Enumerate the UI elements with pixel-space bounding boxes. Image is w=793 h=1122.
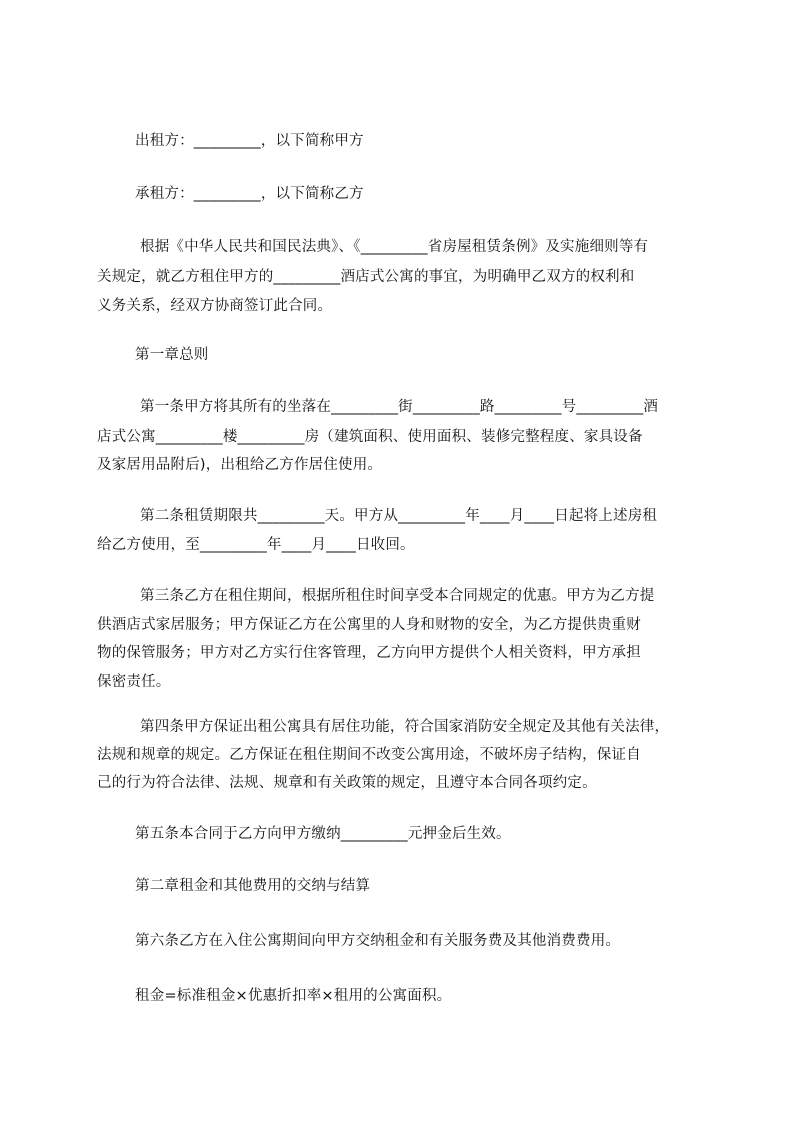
article4-line-3: 己的行为符合法律、法规、规章和有关政策的规定，且遵守本合同各项约定。	[97, 775, 597, 791]
article1-line-1: 第一条甲方将其所有的坐落在_________街_________路_________号_________酒	[140, 399, 659, 415]
article3-line-3: 物的保管服务；甲方对乙方实行住客管理，乙方向甲方提供个人相关资料，甲方承担	[97, 645, 641, 661]
preamble-line-1: 根据《中华人民共和国民法典》、《_________省房屋租赁条例》及实施细则等有	[140, 239, 649, 255]
article3-line-1: 第三条乙方在租住期间，根据所租住时间享受本合同规定的优惠。甲方为乙方提	[140, 588, 655, 604]
article5-line: 第五条本合同于乙方向甲方缴纳_________元押金后生效。	[135, 826, 511, 842]
article1-line-2: 店式公寓_________楼_________房（建筑面积、使用面积、装修完整程度、家具设备	[97, 429, 643, 445]
article6-line: 第六条乙方在入住公寓期间向甲方交纳租金和有关服务费及其他消费费用。	[135, 933, 621, 949]
preamble-line-2: 关规定，就乙方租住甲方的_________酒店式公寓的事宜，为明确甲乙双方的权利和	[97, 269, 635, 285]
article1-line-3: 及家居用品附后)，出租给乙方作居住使用。	[97, 457, 383, 473]
rent-formula-line: 租金=标准租金×优惠折扣率×租用的公寓面积。	[135, 988, 452, 1004]
article4-line-2: 法规和规章的规定。乙方保证在租住期间不改变公寓用途，不破坏房子结构，保证自	[97, 747, 641, 763]
lessor-line: 出租方：_________，以下简称甲方	[135, 133, 364, 149]
chapter2-title: 第二章租金和其他费用的交纳与结算	[135, 878, 371, 894]
chapter1-title: 第一章总则	[135, 347, 209, 363]
lessee-line: 承租方：_________，以下简称乙方	[135, 186, 364, 202]
preamble-line-3: 义务关系，经双方协商签订此合同。	[97, 298, 333, 314]
article3-line-2: 供酒店式家居服务；甲方保证乙方在公寓里的人身和财物的安全，为乙方提供贵重财	[97, 617, 641, 633]
article2-line-1: 第二条租赁期限共_________天。甲方从_________年____月____日起将上述房租	[140, 508, 658, 524]
article4-line-1: 第四条甲方保证出租公寓具有居住功能，符合国家消防安全规定及其他有关法律，	[140, 719, 670, 735]
article3-line-4: 保密责任。	[97, 674, 171, 690]
article2-line-2: 给乙方使用，至_________年____月____日收回。	[97, 537, 415, 553]
